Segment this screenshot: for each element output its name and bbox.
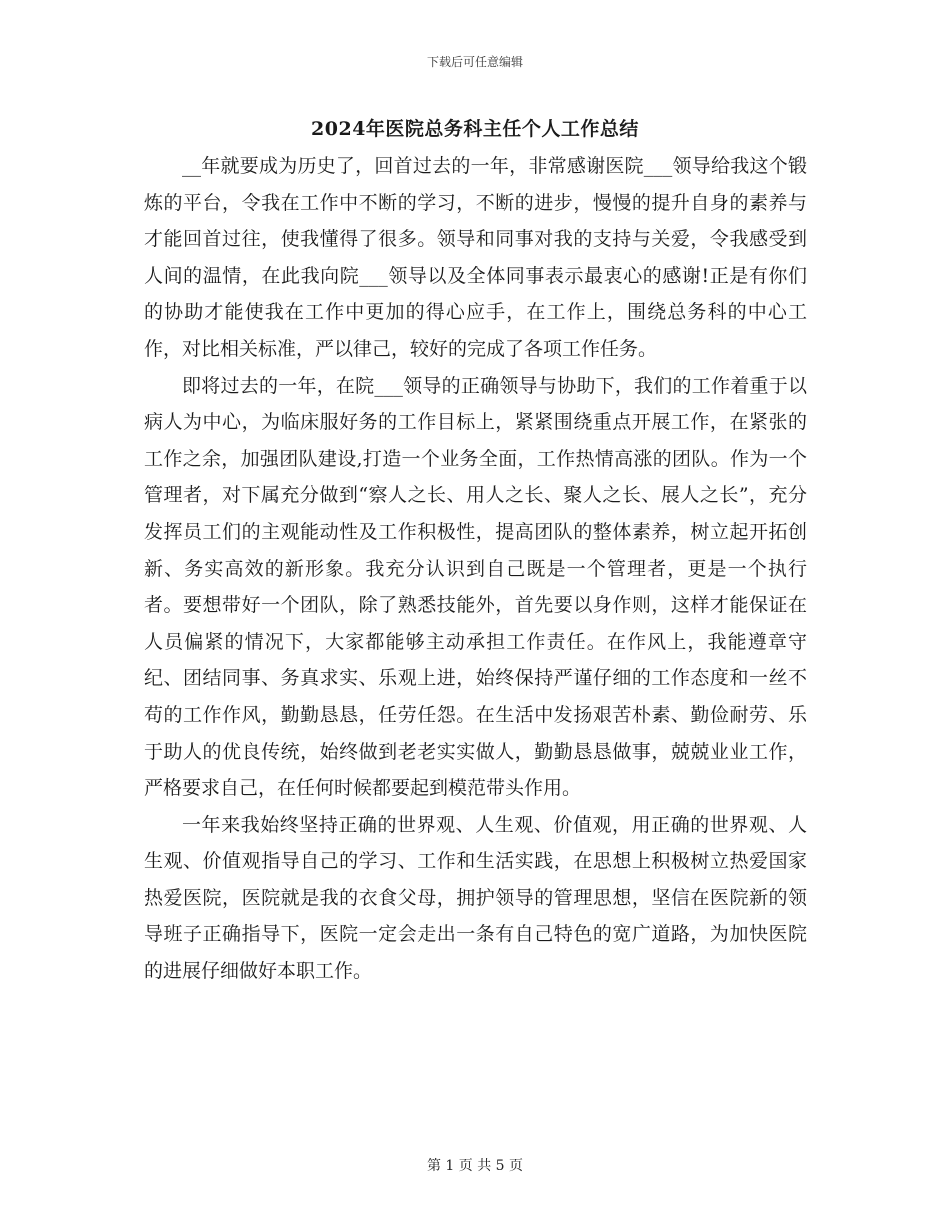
paragraph-2: 即将过去的一年，在院___领导的正确领导与协助下，我们的工作着重于以病人为中心，为临床服好务的工作目标上，紧紧围绕重点开展工作，在紧张的工作之余，加强团队建设,打造一个业务全面，工作热情高涨的团队。作为一个管理者，对下属充分做到“察人之长、用人之长、聚人之长、展人之长”，充分发挥员工们的主观能动性及工作积极性，提高团队的整体素养，树立起开拓创新、务实高效的新形象。我充分认识到自己既是一个管理者，更是一个执行者。要想带好一个团队，除了熟悉技能外，首先要以身作则，这样才能保证在人员偏紧的情况下，大家都能够主动承担工作责任。在作风上，我能遵章守纪、团结同事、务真求实、乐观上进，始终保持严谨仔细的工作态度和一丝不苟的工作作风，勤勤恳恳，任劳任怨。在生活中发扬艰苦朴素、勤俭耐劳、乐于助人的优良传统，始终做到老老实实做人，勤勤恳恳做事，兢兢业业工作，严格要求自己，在任何时候都要起到模范带头作用。 bbox=[144, 374, 807, 800]
document-title: 2024年医院总务科主任个人工作总结 bbox=[311, 118, 639, 140]
page-header-note: 下载后可任意编辑 bbox=[426, 55, 523, 69]
paragraph-1: __年就要成为历史了，回首过去的一年，非常感谢医院___领导给我这个锻炼的平台，令我在工作中不断的学习，不断的进步，慢慢的提升自身的素养与才能回首过往，使我懂得了很多。领导和同事对我的支持与关爱，令我感受到人间的温情，在此我向院___领导以及全体同事表示最衷心的感谢!正是有你们的协助才能使我在工作中更加的得心应手，在工作上，围绕总务科的中心工作，对比相关标准，严以律己，较好的完成了各项工作任务。 bbox=[144, 155, 807, 360]
document-body bbox=[144, 148, 807, 990]
page-number: 第 1 页 共 5 页 bbox=[426, 1158, 524, 1174]
paragraph-3: 一年来我始终坚持正确的世界观、人生观、价值观，用正确的世界观、人生观、价值观指导自己的学习、工作和生活实践，在思想上积极树立热爱国家热爱医院，医院就是我的衣食父母，拥护领导的管理思想，坚信在医院新的领导班子正确指导下，医院一定会走出一条有自己特色的宽广道路，为加快医院的进展仔细做好本职工作。 bbox=[144, 813, 807, 983]
